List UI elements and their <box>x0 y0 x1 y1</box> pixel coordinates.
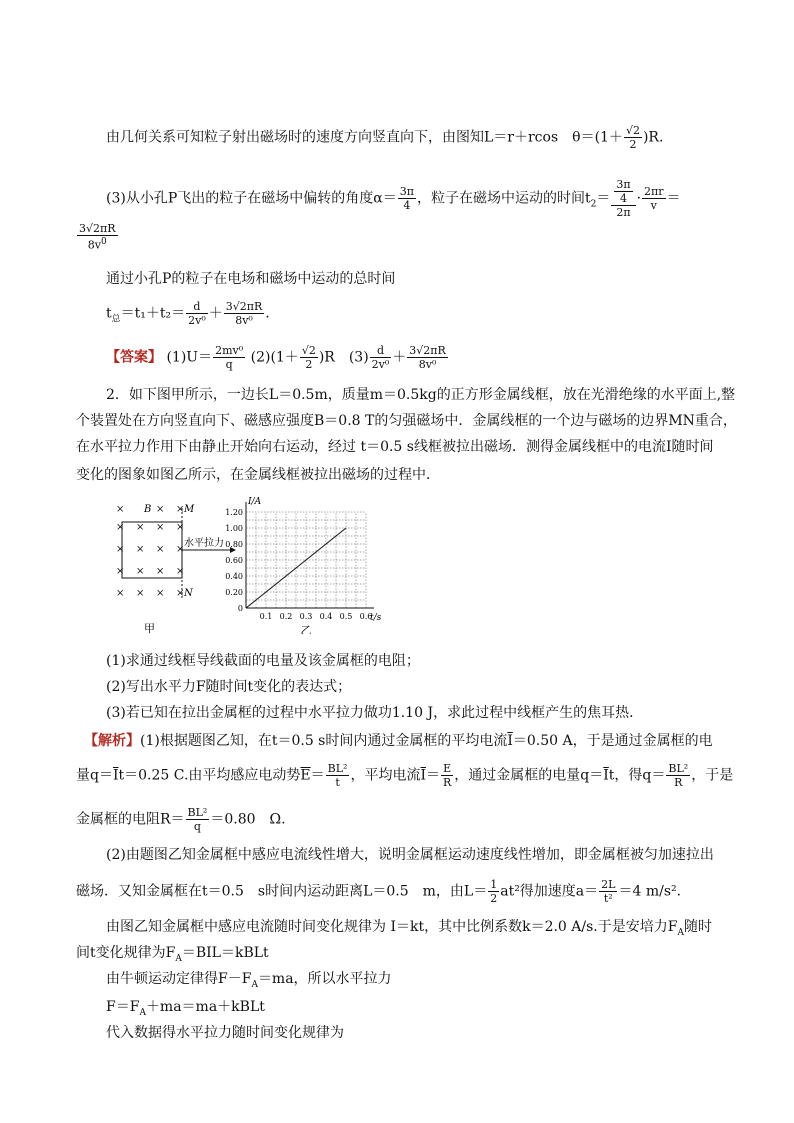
solution-2-line-5 <box>106 970 392 994</box>
caption-yi: 乙 <box>300 624 312 634</box>
field-cross: × <box>176 588 185 599</box>
subscript: A <box>677 927 684 938</box>
denominator: t <box>335 776 340 789</box>
text: t <box>106 305 112 322</box>
avg-current-symbol: $\overline{I}$ <box>112 767 119 784</box>
text: ，通过金属框的电量q＝ <box>454 767 604 784</box>
text: 8v <box>87 238 101 252</box>
numerator: 2πr <box>644 185 664 198</box>
y-tick-label: 0.80 <box>225 540 243 549</box>
field-cross: × <box>116 544 125 555</box>
text: ＋ <box>392 349 407 366</box>
solution-tag: 【解析】 <box>84 733 140 749</box>
numerator: 2L <box>601 878 616 891</box>
y-tick-label: 0.40 <box>225 572 243 581</box>
solution-line-geometry <box>106 124 663 151</box>
solution-2-line-2 <box>76 878 681 905</box>
field-cross: × <box>176 544 185 555</box>
y-axis-label: I/A <box>248 497 262 507</box>
text: ，于是 <box>691 767 734 784</box>
field-cross: × <box>136 544 145 555</box>
sub-question-2: (2)写出水平力F随时间t变化的表达式； <box>106 679 352 695</box>
field-cross: × <box>136 522 145 533</box>
answer-line <box>106 344 449 371</box>
fraction <box>642 185 666 212</box>
field-cross: × <box>156 522 165 533</box>
x-tick-label: 0.6 <box>359 612 373 621</box>
text: (3)从小孔P飞出的粒子在磁场中偏转的角度α＝ <box>106 190 397 207</box>
numerator: d <box>370 344 392 358</box>
numerator: d <box>186 300 208 314</box>
field-cross: × <box>136 566 145 577</box>
numerator: 3√2πR <box>79 222 116 235</box>
denominator: q <box>193 820 201 833</box>
denominator: 8v⁰ <box>418 358 437 371</box>
sub-question-1: (1)求通过线框导线截面的电量及该金属框的电阻； <box>106 653 420 669</box>
text: 金属框的电阻R＝ <box>76 811 185 828</box>
numerator: 3π <box>616 178 631 191</box>
solution-2-line-3 <box>106 918 712 942</box>
numerator: BL² <box>327 762 348 775</box>
subscript: 2 <box>590 199 597 210</box>
label-m: M <box>184 504 195 515</box>
text: 间t变化规律为F <box>76 945 176 961</box>
superscript: 0 <box>101 237 107 247</box>
solution-line-result <box>76 222 119 252</box>
subscript: A <box>175 953 182 964</box>
fraction <box>441 762 453 789</box>
label-force: 水平拉力 <box>184 538 224 549</box>
field-cross: × <box>156 504 165 515</box>
caption-jia: 甲 <box>144 622 155 635</box>
fraction <box>370 344 392 371</box>
y-tick-label: 0.20 <box>225 588 243 597</box>
y-tick-label: 0.60 <box>225 556 243 565</box>
x-tick-label: 0.1 <box>259 612 273 621</box>
sub-question-3: (3)若已知在拉出金属框的过程中水平拉力做功1.10 J，求此过程中线框产生的焦耳热． <box>106 705 644 721</box>
question-2-line-4: 变化的图象如图乙所示，在金属线框被拉出磁场的过程中． <box>76 467 440 483</box>
denominator: 2v⁰ <box>188 314 206 327</box>
denominator: 2 <box>490 892 498 905</box>
x-axis-label: t/s <box>370 613 382 623</box>
x-tick-label: 0.4 <box>319 612 333 621</box>
text: ＝4 m/s². <box>618 883 682 900</box>
fraction <box>77 222 118 252</box>
avg-emf-symbol: $\overline{E}$ <box>300 767 311 784</box>
solution-line-t-total <box>106 300 270 328</box>
fraction <box>398 185 416 212</box>
solution-2-line-7: 代入数据得水平拉力随时间变化规律为 <box>106 1025 344 1041</box>
text: )R (3) <box>318 349 369 366</box>
question-2-line-2: 个装置处在方向竖直向下、磁感应强度B＝0.8 T的匀强磁场中．金属线框的一个边与磁场的边界MN重合， <box>76 413 737 429</box>
fraction <box>488 878 499 905</box>
field-cross: × <box>176 522 185 533</box>
denominator: 2π <box>616 206 631 219</box>
solution-1-line-2 <box>76 762 733 789</box>
text: )R. <box>642 129 664 146</box>
metal-frame <box>122 522 185 578</box>
numerator: 1 <box>490 878 498 891</box>
x-tick-label: 0.3 <box>299 612 313 621</box>
inner-fraction <box>614 178 632 205</box>
fraction <box>224 300 265 327</box>
subscript: A <box>251 979 258 990</box>
denominator: q <box>225 358 233 371</box>
subscript: A <box>139 1007 146 1018</box>
text: t，得q＝ <box>608 767 666 784</box>
text: (2)(1＋ <box>250 349 299 366</box>
text: 随时 <box>683 919 712 935</box>
label-n: N <box>184 588 193 599</box>
text: ＝t₁＋t₂＝ <box>120 305 186 322</box>
solution-1-line-1 <box>84 732 713 750</box>
text: 由图乙知金属框中感应电流随时间变化规律为 I＝kt，其中比例系数k＝2.0 A/s.于是安培力F <box>106 919 678 935</box>
solution-1-line-3 <box>76 806 286 833</box>
text: ＋ <box>208 305 223 322</box>
fraction <box>666 762 690 789</box>
question-2-line-3: 在水平拉力作用下由静止开始向右运动，经过 t＝0.5 s线框被拉出磁场．测得金属线框中的电流I随时间 <box>76 439 714 455</box>
denominator: 2v⁰ <box>371 358 390 371</box>
y-tick-label: 0 <box>237 604 243 613</box>
x-tick-label: 0.5 <box>339 612 353 621</box>
text: ＝ <box>666 190 681 207</box>
compound-fraction <box>611 178 635 219</box>
numerator: 2mv⁰ <box>215 344 244 357</box>
denominator: 4 <box>403 199 411 212</box>
fraction <box>599 878 617 905</box>
denominator: 4 <box>619 192 627 205</box>
solution-line-3 <box>106 178 681 219</box>
question-2-line-1: 2．如下图甲所示，一边长L＝0.5m，质量m＝0.5kg的正方形金属线框，放在光滑绝缘的水平面上,整 <box>106 387 736 403</box>
y-tick-label: 1.00 <box>225 524 243 533</box>
numerator: 3√2πR <box>409 344 446 357</box>
field-cross: × <box>176 566 185 577</box>
numerator: √2 <box>625 124 640 137</box>
field-cross: × <box>176 504 185 515</box>
numerator <box>611 178 635 206</box>
text: ＋ma＝ma＋kBLt <box>145 999 265 1015</box>
text: . <box>265 305 270 322</box>
subscript: 总 <box>111 314 121 325</box>
fraction <box>186 300 208 327</box>
field-cross: × <box>116 566 125 577</box>
text: 由牛顿运动定律得F－F <box>106 971 252 987</box>
fraction <box>624 124 642 151</box>
denominator: v <box>650 199 657 212</box>
field-cross: × <box>116 522 125 533</box>
numerator: √2 <box>301 344 316 357</box>
text: 由几何关系可知粒子射出磁场时的速度方向竖直向下，由图知L＝r＋rcos θ＝(1＋ <box>106 129 623 146</box>
solution-2-line-6 <box>106 998 265 1022</box>
text: ＝0.50 A，于是通过金属框的电 <box>512 733 713 749</box>
numerator: 3√2πR <box>225 300 263 313</box>
denominator: 8v⁰ <box>235 314 253 327</box>
text: ＝ma，所以水平拉力 <box>257 971 392 987</box>
solution-2-line-1: (2)由题图乙知金属框中感应电流线性增大，说明金属框运动速度线性增加，即金属框被匀加速拉出 <box>106 847 714 863</box>
fraction <box>300 344 318 371</box>
text: (1)根据题图乙知，在t＝0.5 s时间内通过金属框的平均电流 <box>140 733 508 749</box>
fraction <box>186 806 210 833</box>
fraction <box>326 762 350 789</box>
text: ＝ <box>310 767 325 784</box>
text: 磁场．又知金属框在t＝0.5 s时间内运动距离L＝0.5 m，由L＝ <box>76 883 488 900</box>
fraction <box>407 344 448 371</box>
text: · <box>636 190 642 207</box>
label-b: B <box>144 504 152 515</box>
field-cross: × <box>116 588 125 599</box>
text: ，粒子在磁场中运动的时间t <box>416 190 591 207</box>
text: ＝ <box>596 190 611 207</box>
denominator: R <box>443 776 452 789</box>
solution-line-total: 通过小孔P的粒子在电场和磁场中运动的总时间 <box>106 271 396 287</box>
numerator: BL² <box>668 762 689 775</box>
avg-current-symbol: $\overline{I}$ <box>420 767 426 784</box>
numerator: BL² <box>187 806 208 819</box>
text: ＝ <box>426 767 440 784</box>
y-tick-label: 1.20 <box>225 508 243 517</box>
answer-tag: 【答案】 <box>106 349 162 366</box>
text: ＝0.80 Ω. <box>210 811 286 828</box>
field-cross: × <box>156 588 165 599</box>
text: F＝F <box>106 999 140 1015</box>
numerator: E <box>441 762 453 776</box>
text: ＝BIL＝kBLt <box>181 945 269 961</box>
text: t＝0.25 C.由平均感应电动势 <box>118 767 301 784</box>
denominator: t² <box>603 892 613 905</box>
text: (1)U＝ <box>166 349 213 366</box>
figure-yi-current-chart <box>224 494 384 634</box>
text: ，平均电流 <box>350 767 421 784</box>
fraction <box>213 344 245 371</box>
field-cross: × <box>156 544 165 555</box>
numerator: 3π <box>399 185 414 198</box>
avg-current-symbol: $\overline{I}$ <box>603 767 609 784</box>
x-tick-label: 0.2 <box>279 612 293 621</box>
text: 量q＝ <box>76 767 113 784</box>
denominator: 2 <box>629 138 637 151</box>
text: at²得加速度a＝ <box>500 883 599 900</box>
avg-current-symbol: $\overline{I}$ <box>507 733 513 749</box>
denominator <box>77 236 118 252</box>
denominator: 2 <box>305 358 313 371</box>
field-cross: × <box>116 504 125 515</box>
field-cross: × <box>136 588 145 599</box>
solution-2-line-4 <box>76 944 269 968</box>
field-cross: × <box>156 566 165 577</box>
denominator: R <box>674 776 683 789</box>
